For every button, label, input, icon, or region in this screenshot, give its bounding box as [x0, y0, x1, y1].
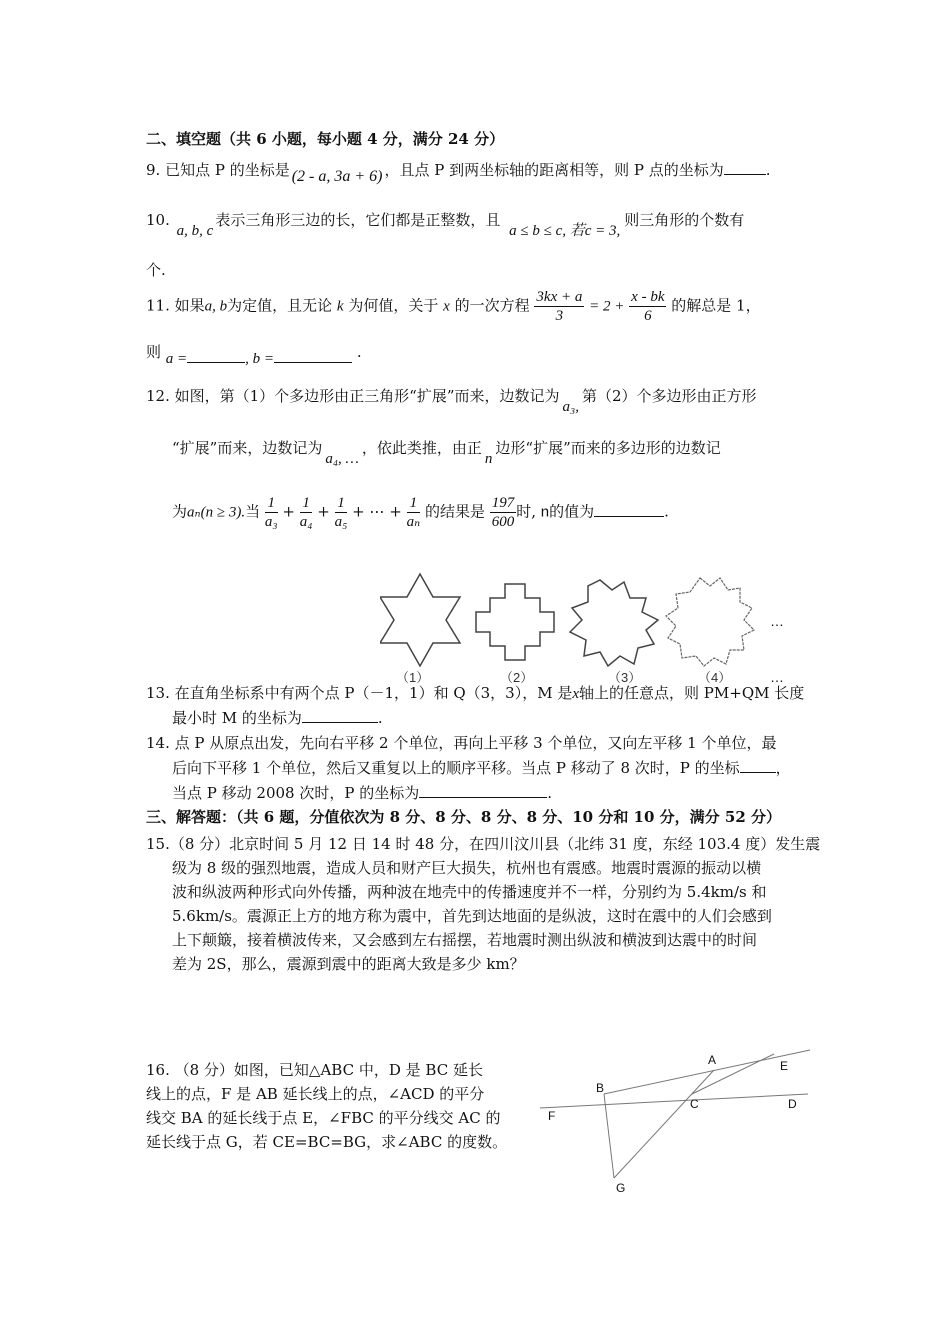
label-e: E	[780, 1059, 789, 1073]
q9-answer-blank[interactable]	[724, 160, 766, 175]
question-15-line-5: 上下颠簸，接着横波传来，又会感到左右摇摆，若地震时测出纵波和横波到达震中的时间	[172, 931, 758, 949]
q12-dots: + ⋯ +	[352, 502, 402, 521]
question-11	[146, 288, 761, 325]
q12-frac-197-600	[490, 494, 517, 531]
q9-text-a: 9. 已知点 P 的坐标是	[146, 161, 290, 179]
label-f: F	[548, 1109, 556, 1123]
q13-text-b: 轴上的任意点，则 PM+QM 长度	[579, 684, 805, 702]
q12-frac-a3-num: 1	[265, 494, 278, 513]
q12-n-value: n	[540, 503, 550, 521]
q11-text-c: 为何值，关于	[348, 296, 439, 315]
section2-header: 二、填空题（共 6 小题，每小题 4 分，满分 24 分）	[146, 130, 505, 148]
q14-text-c: 当点 P 移动 2008 次时，P 的坐标为	[172, 784, 420, 802]
question-10	[146, 208, 745, 239]
q9-text-b: ，且点 P 到两坐标轴的距离相等，则 P 点的坐标为	[384, 161, 724, 179]
question-15-line-3: 波和纵波两种形式向外传播，两种波在地壳中的传播速度并不一样，分别约为 5.4km/s 和	[172, 883, 767, 901]
q11-x: x	[443, 298, 450, 315]
q12-figures	[380, 568, 800, 688]
q12-text-d: ，依此类推，由正	[361, 439, 482, 457]
q12-plus-1: +	[282, 502, 295, 521]
q12-frac-an-den: aₙ	[406, 514, 421, 530]
q12-frac-a4-den: a₄	[299, 514, 313, 530]
q12-frac-num: 197	[491, 495, 515, 511]
q10-number: 10.	[146, 211, 170, 229]
q10-answer-unit: 个.	[146, 261, 166, 279]
q11-f2-num: x - bk	[631, 289, 665, 305]
q11-text-f: 则	[146, 343, 162, 361]
question-15-line-2: 级为 8 级的强烈地震，造成人员和财产巨大损失，杭州也有震感。地震时震源的振动以横	[172, 859, 762, 877]
question-16-line-1: 16. （8 分）如图，已知△ABC 中，D 是 BC 延长	[146, 1061, 483, 1079]
label-c: C	[690, 1097, 699, 1111]
figure-1-hexagram	[380, 574, 460, 666]
question-9	[146, 158, 771, 183]
q9-expression: (2 - a, 3a + 6)	[291, 168, 383, 185]
q11-a-var: a =	[165, 351, 188, 367]
question-16-line-2: 线上的点，F 是 AB 延长线上的点，∠ACD 的平分	[146, 1085, 485, 1103]
question-13-line-1	[146, 681, 804, 706]
line-ce	[692, 1054, 774, 1094]
question-14-line-2	[172, 756, 791, 780]
q9-end: .	[765, 161, 771, 179]
q13-x: x	[572, 686, 580, 702]
q12-shi: 时,	[516, 502, 537, 521]
q12-frac-a5-den: a₅	[334, 514, 348, 530]
q12-frac-a4-num: 1	[300, 494, 313, 513]
q10-text-b: 表示三角形三边的长，它们都是正整数，且	[215, 211, 501, 229]
q12-frac-a4	[300, 494, 313, 531]
question-16-line-4: 延长线于点 G，若 CE=BC=BG，求∠ABC 的度数。	[146, 1133, 508, 1151]
q13-end: .	[377, 709, 383, 727]
q11-f2-den: 6	[644, 308, 652, 324]
q11-f1-num: 3kx + a	[536, 289, 583, 305]
label-a: A	[708, 1053, 717, 1067]
label-b: B	[596, 1081, 605, 1095]
figure-label-2: （2）	[500, 670, 534, 685]
q12-frac-a5	[335, 494, 348, 531]
line-ag	[614, 1070, 714, 1178]
question-12-line-2	[172, 436, 721, 467]
q11-text-e: 的解总是 1，	[671, 296, 761, 315]
q11-text-b: 为定值，且无论	[227, 296, 333, 315]
q10-condition: a ≤ b ≤ c, 若c = 3,	[509, 223, 621, 239]
q12-text-e: 边形“扩展”而来的多边形的边数记	[495, 439, 721, 457]
q11-text-a: 11. 如果	[146, 296, 205, 315]
q11-text-d: 的一次方程	[454, 296, 530, 315]
question-13-line-2	[172, 706, 383, 730]
q12-frac-den: 600	[491, 514, 515, 530]
q10-vars: a, b, c	[176, 223, 214, 239]
line-bg	[604, 1094, 614, 1178]
figures-ellipsis-2: …	[770, 669, 784, 685]
q12-result-text: 的结果是	[424, 502, 485, 521]
question-12-line-1	[146, 384, 757, 415]
q11-b-blank[interactable]	[274, 348, 352, 363]
question-12-line-3	[172, 494, 669, 531]
q12-dang: 当	[245, 502, 261, 521]
figure-3-snowflake	[570, 580, 658, 666]
q11-ab: a, b	[204, 298, 228, 315]
q12-frac-an-num: 1	[407, 494, 421, 513]
q11-f1-den: 3	[555, 308, 564, 324]
q12-frac-a5-num: 1	[335, 494, 348, 513]
q13-text-a: 13. 在直角坐标系中有两个点 P（－1，1）和 Q（3，3），M 是	[146, 684, 573, 702]
line-fd	[540, 1094, 808, 1108]
q11-dot: .	[356, 343, 362, 361]
q12-text-b: 第（2）个多边形由正方形	[581, 387, 757, 405]
q12-frac-an	[407, 494, 421, 531]
question-16-line-3: 线交 BA 的延长线于点 E，∠FBC 的平分线交 AC 的	[146, 1109, 501, 1127]
figures-ellipsis-1: …	[770, 613, 784, 629]
q11-fraction-2	[629, 288, 666, 325]
q11-a-blank[interactable]	[187, 348, 245, 363]
q11-line-2	[146, 340, 362, 365]
figure-label-1: （1）	[396, 670, 430, 685]
label-g: G	[616, 1181, 626, 1195]
q14-end: .	[547, 784, 552, 802]
q12-text-c: “扩展”而来，边数记为	[172, 439, 323, 457]
q12-frac-a3-den: a₃	[264, 514, 278, 530]
label-d: D	[788, 1097, 797, 1111]
question-15-line-6: 差为 2S，那么，震源到震中的距离大致是多少 km？	[172, 955, 525, 973]
figure-2-cross-polygon	[476, 584, 554, 660]
q16-geometry-diagram	[530, 1040, 820, 1200]
q12-n: n	[484, 451, 493, 467]
figure-label-4: （4）	[698, 670, 732, 685]
figure-4-snowflake	[666, 578, 754, 666]
question-14-line-3	[172, 781, 552, 805]
q10-text-c: 则三角形的个数有	[624, 211, 745, 229]
question-15-line-4: 5.6km/s。震源正上方的地方称为震中，首先到达地面的是纵波，这时在震中的人们会感到	[172, 907, 772, 925]
q12-text-f: 为	[172, 502, 188, 521]
q12-a3: a₃,	[562, 399, 579, 415]
question-14-line-1: 14. 点 P 从原点出发，先向右平移 2 个单位，再向上平移 3 个单位，又向左平移 1 个单位，最	[146, 734, 777, 752]
q11-b-var: , b =	[245, 351, 275, 367]
q12-end: .	[664, 502, 669, 521]
q12-frac-a3	[265, 494, 278, 531]
question-15-line-1: 15.（8 分）北京时间 5 月 12 日 14 时 48 分，在四川汶川县（北纬 31 度，东经 103.4 度）发生震	[146, 835, 821, 853]
q12-an: aₙ(n ≥ 3).	[187, 504, 246, 521]
q11-k: k	[336, 298, 344, 315]
section3-header: 三、解答题：（共 6 题，分值依次为 8 分、8 分、8 分、8 分、10 分和 10 分，满分 52 分）	[146, 808, 781, 826]
q11-eq: = 2 +	[589, 298, 625, 315]
q11-fraction-1	[534, 288, 584, 325]
q12-answer-blank[interactable]	[594, 502, 664, 517]
q13-text-c: 最小时 M 的坐标为	[172, 709, 302, 727]
q12-a4: a₄, …	[325, 451, 359, 467]
q14-text-b: ，	[775, 759, 791, 777]
q14-answer-blank-1[interactable]	[740, 758, 776, 773]
q13-answer-blank[interactable]	[302, 708, 378, 723]
q12-plus-2: +	[317, 502, 330, 521]
q14-answer-blank-2[interactable]	[419, 783, 547, 798]
figure-label-3: （3）	[608, 670, 642, 685]
q14-text-a: 后向下平移 1 个单位，然后又重复以上的顺序平移。当点 P 移动了 8 次时，P 的坐标	[172, 759, 740, 777]
q12-text-a: 12. 如图，第（1）个多边形由正三角形“扩展”而来，边数记为	[146, 387, 560, 405]
q12-text-g: 的值为	[549, 502, 595, 521]
